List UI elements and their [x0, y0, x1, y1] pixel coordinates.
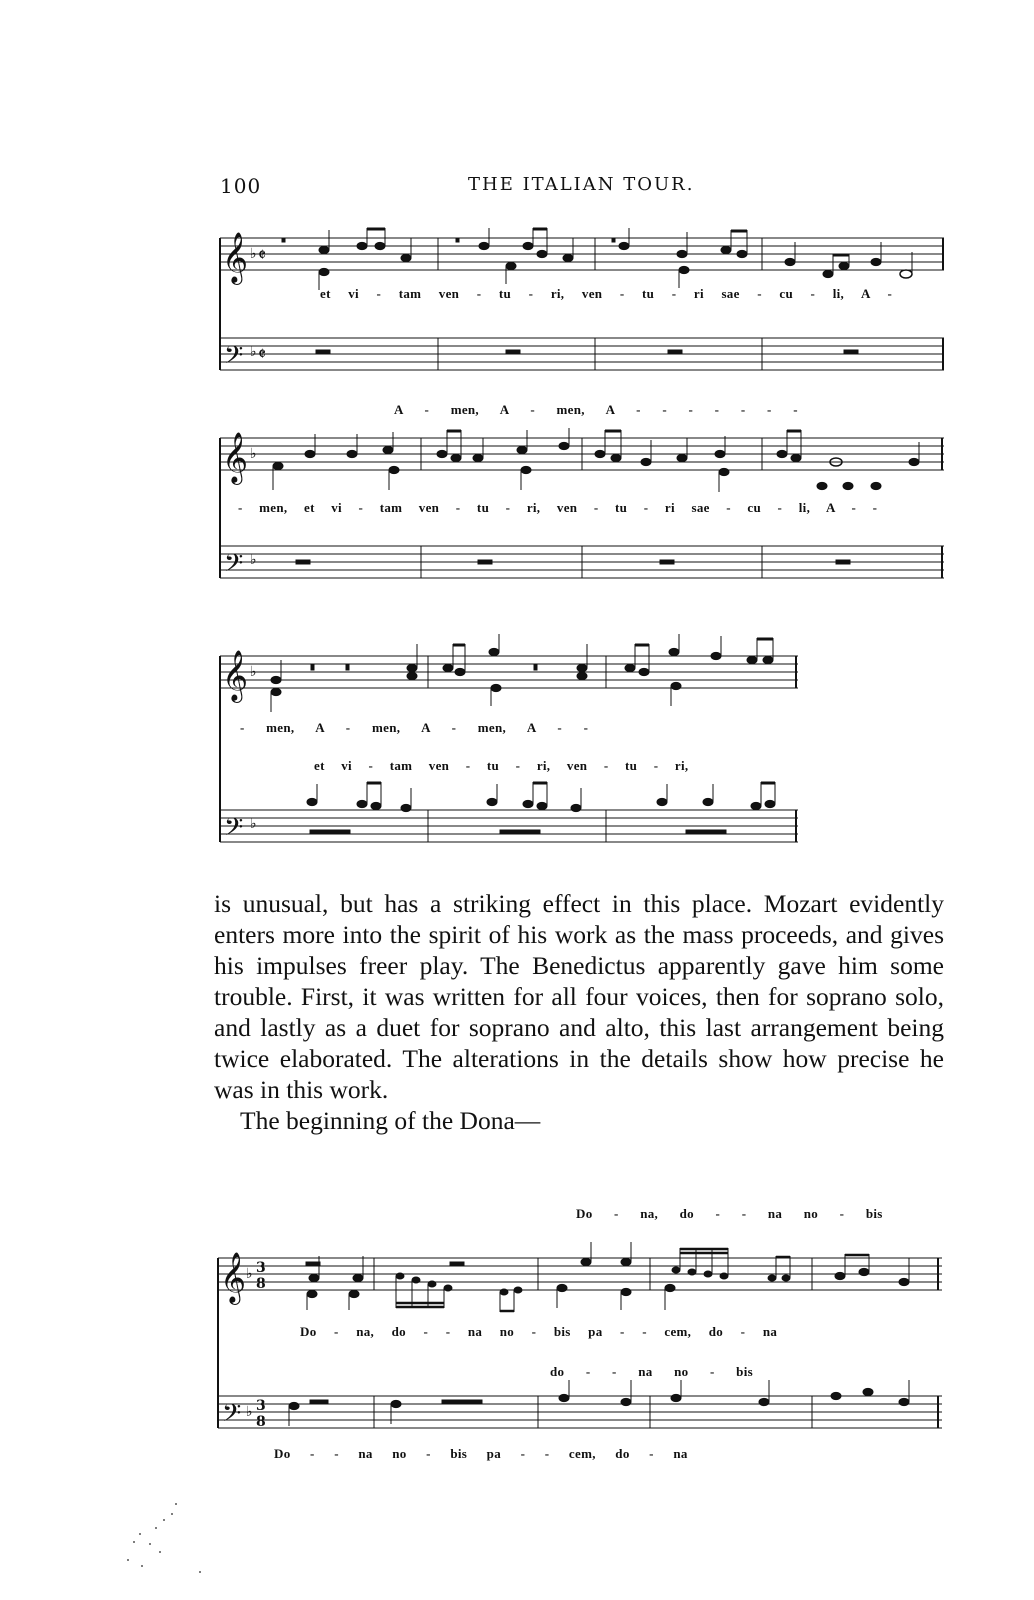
lyrics-system-1-treble: et vi - tam ven - tu - ri, ven - tu - ri sae - cu - li, A -	[320, 286, 893, 301]
body-paragraph-1: is unusual, but has a striking effect in this place. Mozart evidently enters more into the spirit of his work as the mass proceeds, and gives his impulses freer play. The Benedictus apparently gave him some trouble. First, it was written for all four voices, then for soprano solo, and lastly as a duet for soprano and alto, this last arrangement being twice elaborated. The alterations in the details show how precise he was in this work.	[214, 889, 944, 1104]
lyrics-system-4-above: Do - na, do - - na no - bis	[576, 1206, 883, 1221]
lyrics-system-2-treble: - men, et vi - tam ven - tu - ri, ven - tu - ri sae - cu - li, A - -	[238, 500, 878, 515]
music-system-3	[216, 630, 816, 854]
svg-text:♭: ♭	[250, 344, 257, 360]
svg-text:♭: ♭	[250, 552, 257, 568]
svg-text:♭: ♭	[246, 1266, 253, 1282]
body-text	[214, 888, 944, 1136]
svg-text:𝄵: 𝄵	[258, 245, 267, 266]
lyrics-system-4-bass: Do - - na no - bis pa - - cem, do - na	[274, 1446, 688, 1461]
svg-text:𝄞: 𝄞	[222, 650, 249, 701]
lyrics-system-4-bass-above: do - - na no - bis	[550, 1364, 753, 1379]
body-paragraph-2: The beginning of the Dona—	[240, 1106, 541, 1135]
lyrics-system-2-above: A - men, A - men, A - - - - - - -	[394, 402, 798, 417]
svg-text:3: 3	[256, 1260, 266, 1276]
svg-text:♭: ♭	[250, 446, 257, 462]
svg-text:𝄵: 𝄵	[258, 344, 267, 365]
lyrics-system-3-treble: - men, A - men, A - men, A - -	[240, 720, 589, 735]
svg-text:𝄢: 𝄢	[224, 549, 244, 584]
running-title: THE ITALIAN TOUR.	[468, 174, 695, 195]
svg-text:𝄞: 𝄞	[222, 432, 249, 483]
svg-text:8: 8	[256, 1414, 266, 1430]
page-header	[220, 174, 950, 204]
staff-notation	[216, 630, 816, 854]
lyrics-system-3-bass-above: et vi - tam ven - tu - ri, ven - tu - ri,	[314, 758, 689, 773]
svg-text:𝄢: 𝄢	[224, 341, 244, 376]
music-system-1	[216, 222, 946, 382]
svg-text:𝄞: 𝄞	[222, 232, 249, 283]
lyrics-system-4-treble: Do - na, do - - na no - bis pa - - cem, do - na	[300, 1324, 778, 1339]
staff-notation	[216, 222, 946, 382]
svg-text:♭: ♭	[246, 1404, 253, 1420]
svg-text:8: 8	[256, 1276, 266, 1292]
svg-text:𝄞: 𝄞	[220, 1252, 247, 1303]
svg-text:♭: ♭	[250, 816, 257, 832]
svg-text:𝄢: 𝄢	[222, 1399, 242, 1434]
svg-text:♭: ♭	[250, 246, 257, 262]
svg-text:3: 3	[256, 1398, 266, 1414]
svg-text:𝄢: 𝄢	[224, 813, 244, 848]
print-specks	[120, 1500, 210, 1590]
page-number: 100	[220, 174, 262, 198]
svg-text:♭: ♭	[250, 664, 257, 680]
